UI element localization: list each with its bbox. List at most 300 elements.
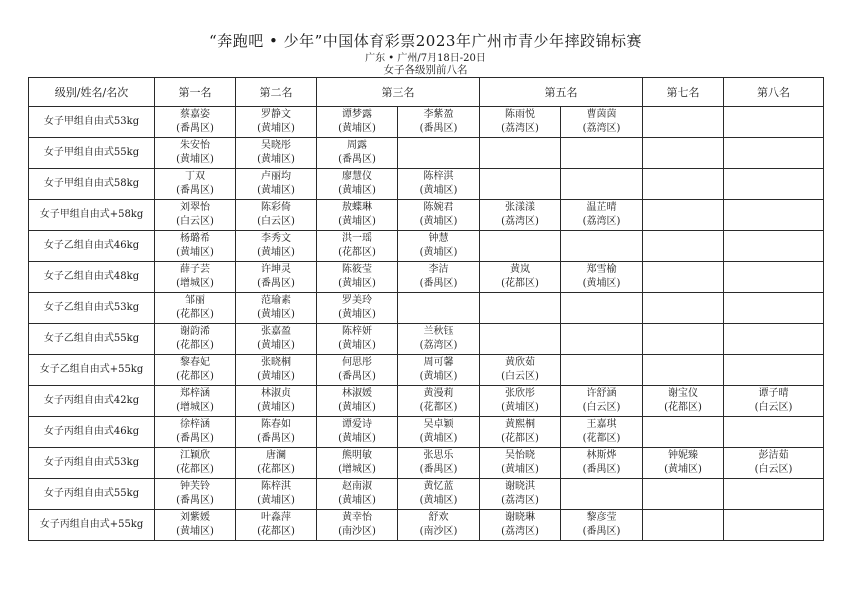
athlete-name: 廖慧仪 [342,171,372,182]
place-cell-fifth-b [561,138,643,169]
place-cell-eighth [724,107,824,138]
athlete-district: (荔湾区) [501,526,539,537]
place-cell-first [155,324,236,355]
place-cell-eighth [724,324,824,355]
athlete-name: 陈春如 [261,419,291,430]
athlete-district: (黄埔区) [501,464,539,475]
athlete-name: 黄幸怡 [342,512,372,523]
place-cell-second [236,510,317,541]
athlete-district: (花都区) [501,278,539,289]
athlete-district: (黄埔区) [257,123,295,134]
athlete-name: 刘翠怡 [180,202,210,213]
weight-category-cell: 女子乙组自由式48kg [29,262,155,293]
place-cell-third-a [317,231,398,262]
place-cell-fifth-a [480,479,561,510]
header-third: 第三名 [317,78,480,107]
athlete-name: 郑梓涵 [180,388,210,399]
place-cell-seventh [643,386,724,417]
weight-category-cell: 女子丙组自由式53kg [29,448,155,479]
place-cell-seventh [643,293,724,324]
athlete-name: 蔡嘉姿 [180,109,210,120]
place-cell-third-b [398,169,480,200]
athlete-district: (花都区) [176,340,214,351]
weight-category-cell: 女子丙组自由式46kg [29,417,155,448]
place-cell-fifth-a [480,386,561,417]
table-row [29,510,824,541]
athlete-district: (番禺区) [257,278,295,289]
athlete-district: (番禺区) [419,278,458,289]
athlete-name: 卢丽均 [261,171,291,182]
header-seventh: 第七名 [643,78,724,107]
header-fifth: 第五名 [480,78,643,107]
place-cell-eighth [724,510,824,541]
athlete-district: (花都区) [664,402,702,413]
athlete-district: (南沙区) [419,526,458,537]
header-eighth: 第八名 [724,78,824,107]
place-cell-first [155,231,236,262]
athlete-name: 张欣彤 [505,388,535,399]
athlete-district: (番禺区) [257,433,295,444]
athlete-district: (黄埔区) [501,402,539,413]
table-row [29,231,824,262]
athlete-district: (花都区) [257,464,295,475]
place-cell-first [155,417,236,448]
table-row [29,448,824,479]
athlete-name: 林淑媛 [342,388,372,399]
place-cell-fifth-a [480,231,561,262]
weight-category-cell: 女子丙组自由式55kg [29,479,155,510]
place-cell-seventh [643,262,724,293]
athlete-district: (黄埔区) [257,495,295,506]
place-cell-third-b [398,231,480,262]
weight-category-cell: 女子乙组自由式55kg [29,324,155,355]
place-cell-third-a [317,386,398,417]
weight-category-cell: 女子乙组自由式53kg [29,293,155,324]
athlete-district: (花都区) [176,464,214,475]
place-cell-second [236,107,317,138]
place-cell-seventh [643,479,724,510]
section-title: 女子各级别前八名 [383,64,468,76]
place-cell-first [155,355,236,386]
athlete-name: 舒欢 [428,512,449,523]
place-cell-third-b [398,355,480,386]
athlete-district: (黄埔区) [419,247,458,258]
place-cell-second [236,293,317,324]
athlete-district: (黄埔区) [257,185,295,196]
place-cell-seventh [643,510,724,541]
athlete-district: (花都区) [501,433,539,444]
athlete-name: 钟妮臻 [668,450,698,461]
event-location-date: 广东 • 广州/7月18日-20日 [365,53,486,64]
athlete-district: (黄埔区) [419,216,458,227]
place-cell-second [236,324,317,355]
place-cell-third-b [398,293,480,324]
athlete-name: 刘紫媛 [180,512,210,523]
place-cell-fifth-a [480,417,561,448]
athlete-district: (黄埔区) [338,216,376,227]
athlete-district: (黄埔区) [338,402,376,413]
place-cell-second [236,479,317,510]
results-body [29,107,824,541]
athlete-district: (黄埔区) [257,371,295,382]
athlete-district: (白云区) [582,402,621,413]
athlete-name: 邹丽 [185,295,205,306]
athlete-name: 黄忆蓝 [423,481,454,492]
athlete-district: (黄埔区) [338,123,376,134]
athlete-name: 黄欣茹 [505,357,535,368]
athlete-district: (白云区) [501,371,539,382]
place-cell-eighth [724,417,824,448]
athlete-name: 谢宝仪 [668,388,698,399]
athlete-name: 张漾漾 [505,202,535,213]
athlete-name: 张晓桐 [261,357,291,368]
athlete-district: (黄埔区) [582,278,621,289]
place-cell-first [155,107,236,138]
header-second: 第二名 [236,78,317,107]
athlete-name: 洪一瑶 [342,233,372,244]
place-cell-fifth-a [480,200,561,231]
athlete-district: (番禺区) [176,123,214,134]
athlete-name: 许舒涵 [586,388,617,399]
place-cell-third-a [317,200,398,231]
place-cell-third-b [398,262,480,293]
place-cell-first [155,293,236,324]
athlete-name: 唐澜 [266,450,286,461]
athlete-district: (荔湾区) [501,123,539,134]
athlete-name: 朱安怡 [180,140,210,151]
athlete-district: (番禺区) [338,371,376,382]
athlete-name: 张嘉盈 [261,326,291,337]
athlete-district: (黄埔区) [257,340,295,351]
place-cell-third-b [398,479,480,510]
place-cell-seventh [643,417,724,448]
place-cell-eighth [724,262,824,293]
athlete-name: 罗美玲 [342,295,372,306]
weight-category-cell: 女子甲组自由式55kg [29,138,155,169]
athlete-name: 赵南淑 [342,481,372,492]
place-cell-fifth-b [561,200,643,231]
athlete-name: 谭爱诗 [342,419,372,430]
table-row [29,355,824,386]
athlete-name: 李洁 [428,264,449,275]
athlete-district: (增城区) [176,278,214,289]
header-category: 级别/姓名/名次 [29,78,155,107]
place-cell-third-b [398,107,480,138]
athlete-name: 江颖欣 [180,450,210,461]
athlete-name: 黄熙桐 [505,419,535,430]
athlete-district: (番禺区) [176,495,214,506]
place-cell-fifth-b [561,231,643,262]
athlete-district: (增城区) [338,464,376,475]
athlete-district: (番禺区) [176,433,214,444]
athlete-district: (荔湾区) [419,340,458,351]
athlete-district: (黄埔区) [176,247,214,258]
athlete-district: (白云区) [257,216,295,227]
place-cell-seventh [643,169,724,200]
athlete-district: (黄埔区) [338,309,376,320]
place-cell-third-b [398,324,480,355]
table-row [29,386,824,417]
place-cell-fifth-b [561,262,643,293]
place-cell-fifth-b [561,107,643,138]
athlete-district: (番禺区) [582,526,621,537]
place-cell-first [155,200,236,231]
athlete-district: (花都区) [176,371,214,382]
weight-category-cell: 女子甲组自由式58kg [29,169,155,200]
place-cell-fifth-a [480,510,561,541]
place-cell-eighth [724,386,824,417]
athlete-name: 谢晓淇 [505,481,535,492]
weight-category-cell: 女子丙组自由式42kg [29,386,155,417]
athlete-name: 王嘉琪 [586,419,617,430]
place-cell-third-a [317,138,398,169]
athlete-name: 熊明敏 [342,450,372,461]
results-table [28,77,824,541]
place-cell-fifth-b [561,324,643,355]
athlete-name: 谭子晴 [758,388,789,399]
place-cell-seventh [643,231,724,262]
athlete-name: 陈梓淇 [261,481,291,492]
athlete-name: 陈梓妍 [342,326,372,337]
athlete-district: (黄埔区) [419,185,458,196]
table-row [29,138,824,169]
athlete-name: 林斯烨 [586,450,617,461]
place-cell-first [155,169,236,200]
athlete-name: 黎彦莹 [586,512,617,523]
athlete-name: 黄漫莉 [423,388,454,399]
place-cell-eighth [724,448,824,479]
athlete-district: (番禺区) [419,464,458,475]
athlete-name: 叶淼萍 [261,512,291,523]
place-cell-first [155,510,236,541]
athlete-district: (黄埔区) [419,495,458,506]
place-cell-fifth-b [561,386,643,417]
place-cell-third-b [398,448,480,479]
athlete-name: 李秀文 [261,233,291,244]
athlete-name: 陈雨悦 [505,109,535,120]
place-cell-fifth-b [561,169,643,200]
weight-category-cell: 女子甲组自由式53kg [29,107,155,138]
place-cell-fifth-b [561,448,643,479]
table-row [29,479,824,510]
athlete-name: 罗静文 [261,109,291,120]
place-cell-second [236,262,317,293]
place-cell-third-a [317,107,398,138]
place-cell-seventh [643,324,724,355]
athlete-district: (黄埔区) [664,464,702,475]
athlete-name: 范瑜素 [261,295,291,306]
athlete-district: (黄埔区) [419,433,458,444]
athlete-name: 黎春妃 [180,357,210,368]
place-cell-seventh [643,448,724,479]
place-cell-eighth [724,138,824,169]
athlete-district: (黄埔区) [338,340,376,351]
place-cell-eighth [724,231,824,262]
athlete-name: 温芷晴 [586,202,617,213]
athlete-name: 吴卓颖 [423,419,454,430]
athlete-district: (白云区) [754,402,793,413]
weight-category-cell: 女子乙组自由式+55kg [29,355,155,386]
athlete-name: 许坤灵 [261,264,291,275]
place-cell-third-b [398,510,480,541]
place-cell-fifth-a [480,262,561,293]
athlete-district: (花都区) [582,433,621,444]
place-cell-third-a [317,417,398,448]
place-cell-third-b [398,386,480,417]
athlete-name: 陈梓淇 [423,171,454,182]
place-cell-third-a [317,262,398,293]
athlete-district: (花都区) [257,526,295,537]
athlete-name: 何思彤 [342,357,372,368]
place-cell-fifth-b [561,293,643,324]
weight-category-cell: 女子乙组自由式46kg [29,231,155,262]
place-cell-eighth [724,169,824,200]
place-cell-third-b [398,138,480,169]
athlete-name: 张思乐 [423,450,454,461]
athlete-name: 曹茵茵 [586,109,617,120]
athlete-district: (黄埔区) [338,495,376,506]
athlete-name: 谢晓琳 [505,512,535,523]
athlete-district: (荔湾区) [582,216,621,227]
weight-category-cell: 女子丙组自由式+55kg [29,510,155,541]
athlete-name: 陈筱莹 [342,264,372,275]
place-cell-third-a [317,169,398,200]
athlete-name: 黄岚 [510,264,530,275]
place-cell-fifth-b [561,479,643,510]
athlete-district: (荔湾区) [501,495,539,506]
athlete-district: (黄埔区) [176,154,214,165]
place-cell-first [155,138,236,169]
athlete-district: (番禺区) [582,464,621,475]
table-row [29,417,824,448]
athlete-district: (白云区) [176,216,214,227]
athlete-district: (番禺区) [176,185,214,196]
place-cell-third-b [398,200,480,231]
athlete-district: (黄埔区) [257,247,295,258]
place-cell-fifth-a [480,107,561,138]
place-cell-third-a [317,510,398,541]
place-cell-seventh [643,200,724,231]
place-cell-fifth-a [480,448,561,479]
place-cell-fifth-b [561,510,643,541]
table-row [29,262,824,293]
athlete-name: 谢韵浠 [180,326,210,337]
place-cell-first [155,448,236,479]
place-cell-third-a [317,355,398,386]
athlete-district: (白云区) [754,464,793,475]
place-cell-first [155,262,236,293]
athlete-name: 李紫盈 [423,109,454,120]
place-cell-fifth-a [480,138,561,169]
place-cell-fifth-a [480,293,561,324]
athlete-district: (黄埔区) [257,154,295,165]
athlete-name: 丁双 [185,171,205,182]
athlete-district: (黄埔区) [176,526,214,537]
athlete-name: 吴晓彤 [261,140,291,151]
header-first: 第一名 [155,78,236,107]
weight-category-cell: 女子甲组自由式+58kg [29,200,155,231]
athlete-name: 吴怡晓 [505,450,535,461]
place-cell-second [236,355,317,386]
athlete-name: 杨璐希 [180,233,210,244]
athlete-name: 徐梓涵 [180,419,210,430]
athlete-name: 林淑贞 [261,388,291,399]
place-cell-eighth [724,479,824,510]
place-cell-second [236,200,317,231]
place-cell-first [155,479,236,510]
page-title: “奔跑吧 • 少年”中国体育彩票2023年广州市青少年摔跤锦标赛 [209,32,642,50]
place-cell-second [236,417,317,448]
place-cell-eighth [724,293,824,324]
athlete-name: 薛子芸 [180,264,210,275]
place-cell-first [155,386,236,417]
athlete-name: 陈婉君 [423,202,454,213]
place-cell-second [236,169,317,200]
athlete-district: (黄埔区) [338,278,376,289]
athlete-district: (黄埔区) [338,185,376,196]
table-row [29,169,824,200]
athlete-name: 钟慧 [428,233,449,244]
athlete-name: 陈彩倚 [261,202,291,213]
athlete-district: (花都区) [176,309,214,320]
place-cell-third-b [398,417,480,448]
header-row [29,78,824,107]
table-row [29,107,824,138]
athlete-district: (黄埔区) [419,371,458,382]
place-cell-seventh [643,138,724,169]
athlete-name: 敖蝶琳 [342,202,372,213]
place-cell-eighth [724,355,824,386]
athlete-district: (黄埔区) [338,433,376,444]
place-cell-fifth-b [561,355,643,386]
place-cell-second [236,138,317,169]
athlete-district: (荔湾区) [582,123,621,134]
place-cell-third-a [317,448,398,479]
athlete-district: (花都区) [338,247,376,258]
athlete-district: (番禺区) [338,154,376,165]
place-cell-third-a [317,324,398,355]
table-row [29,293,824,324]
place-cell-seventh [643,355,724,386]
place-cell-second [236,231,317,262]
athlete-name: 钟芙铃 [180,481,210,492]
place-cell-third-a [317,293,398,324]
athlete-name: 谭梦露 [342,109,372,120]
place-cell-fifth-b [561,417,643,448]
place-cell-second [236,448,317,479]
place-cell-fifth-a [480,324,561,355]
athlete-district: (番禺区) [419,123,458,134]
athlete-district: (黄埔区) [257,402,295,413]
athlete-district: (黄埔区) [257,309,295,320]
athlete-name: 周露 [347,140,367,151]
athlete-district: (花都区) [419,402,458,413]
athlete-district: (南沙区) [338,526,376,537]
place-cell-fifth-a [480,169,561,200]
athlete-name: 周可馨 [423,357,454,368]
athlete-name: 郑雪榆 [586,264,617,275]
athlete-name: 兰秋钰 [423,326,454,337]
athlete-name: 彭洁茹 [758,450,789,461]
table-row [29,200,824,231]
table-row [29,324,824,355]
place-cell-eighth [724,200,824,231]
place-cell-fifth-a [480,355,561,386]
place-cell-seventh [643,107,724,138]
place-cell-third-a [317,479,398,510]
athlete-district: (增城区) [176,402,214,413]
place-cell-second [236,386,317,417]
